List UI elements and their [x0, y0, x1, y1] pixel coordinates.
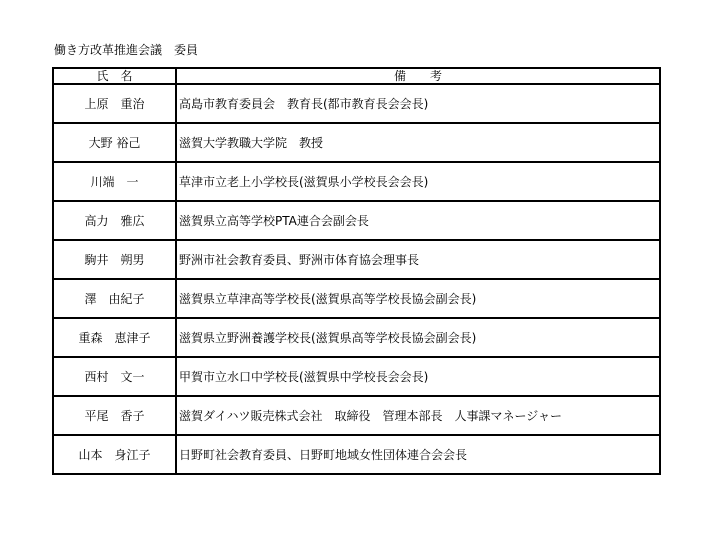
- member-note: 滋賀ダイハツ販売株式会社 取締役 管理本部長 人事課マネージャー: [176, 396, 660, 435]
- table-row: [53, 357, 660, 396]
- member-note: 滋賀県立野洲養護学校長(滋賀県高等学校長協会副会長): [176, 318, 660, 357]
- table-header-row: [53, 68, 660, 84]
- member-note: 草津市立老上小学校長(滋賀県小学校長会会長): [176, 162, 660, 201]
- member-name: 大野 裕己: [53, 123, 176, 162]
- member-name: 西村 文一: [53, 357, 176, 396]
- member-note: 甲賀市立水口中学校長(滋賀県中学校長会会長): [176, 357, 660, 396]
- member-note: 日野町社会教育委員、日野町地域女性団体連合会会長: [176, 435, 660, 474]
- member-note: 滋賀県立草津高等学校長(滋賀県高等学校長協会副会長): [176, 279, 660, 318]
- member-name: 駒井 朔男: [53, 240, 176, 279]
- member-name: 澤 由紀子: [53, 279, 176, 318]
- member-name: 山本 身江子: [53, 435, 176, 474]
- table-row: [53, 162, 660, 201]
- member-note: 滋賀県立高等学校PTA連合会副会長: [176, 201, 660, 240]
- table-row: [53, 201, 660, 240]
- table-row: [53, 240, 660, 279]
- member-note: 高島市教育委員会 教育長(都市教育長会会長): [176, 84, 660, 123]
- member-name: 川端 一: [53, 162, 176, 201]
- column-header-note: 備 考: [176, 68, 660, 84]
- table-row: [53, 318, 660, 357]
- table-row: [53, 435, 660, 474]
- member-note: 滋賀大学教職大学院 教授: [176, 123, 660, 162]
- table-row: [53, 84, 660, 123]
- member-name: 重森 恵津子: [53, 318, 176, 357]
- table-row: [53, 279, 660, 318]
- members-table: [52, 67, 661, 475]
- column-header-name: 氏 名: [53, 68, 176, 84]
- table-row: [53, 123, 660, 162]
- table-row: [53, 396, 660, 435]
- member-name: 上原 重治: [53, 84, 176, 123]
- member-name: 高力 雅広: [53, 201, 176, 240]
- member-note: 野洲市社会教育委員、野洲市体育協会理事長: [176, 240, 660, 279]
- document-title: 働き方改革推進会議 委員: [54, 43, 199, 57]
- member-name: 平尾 香子: [53, 396, 176, 435]
